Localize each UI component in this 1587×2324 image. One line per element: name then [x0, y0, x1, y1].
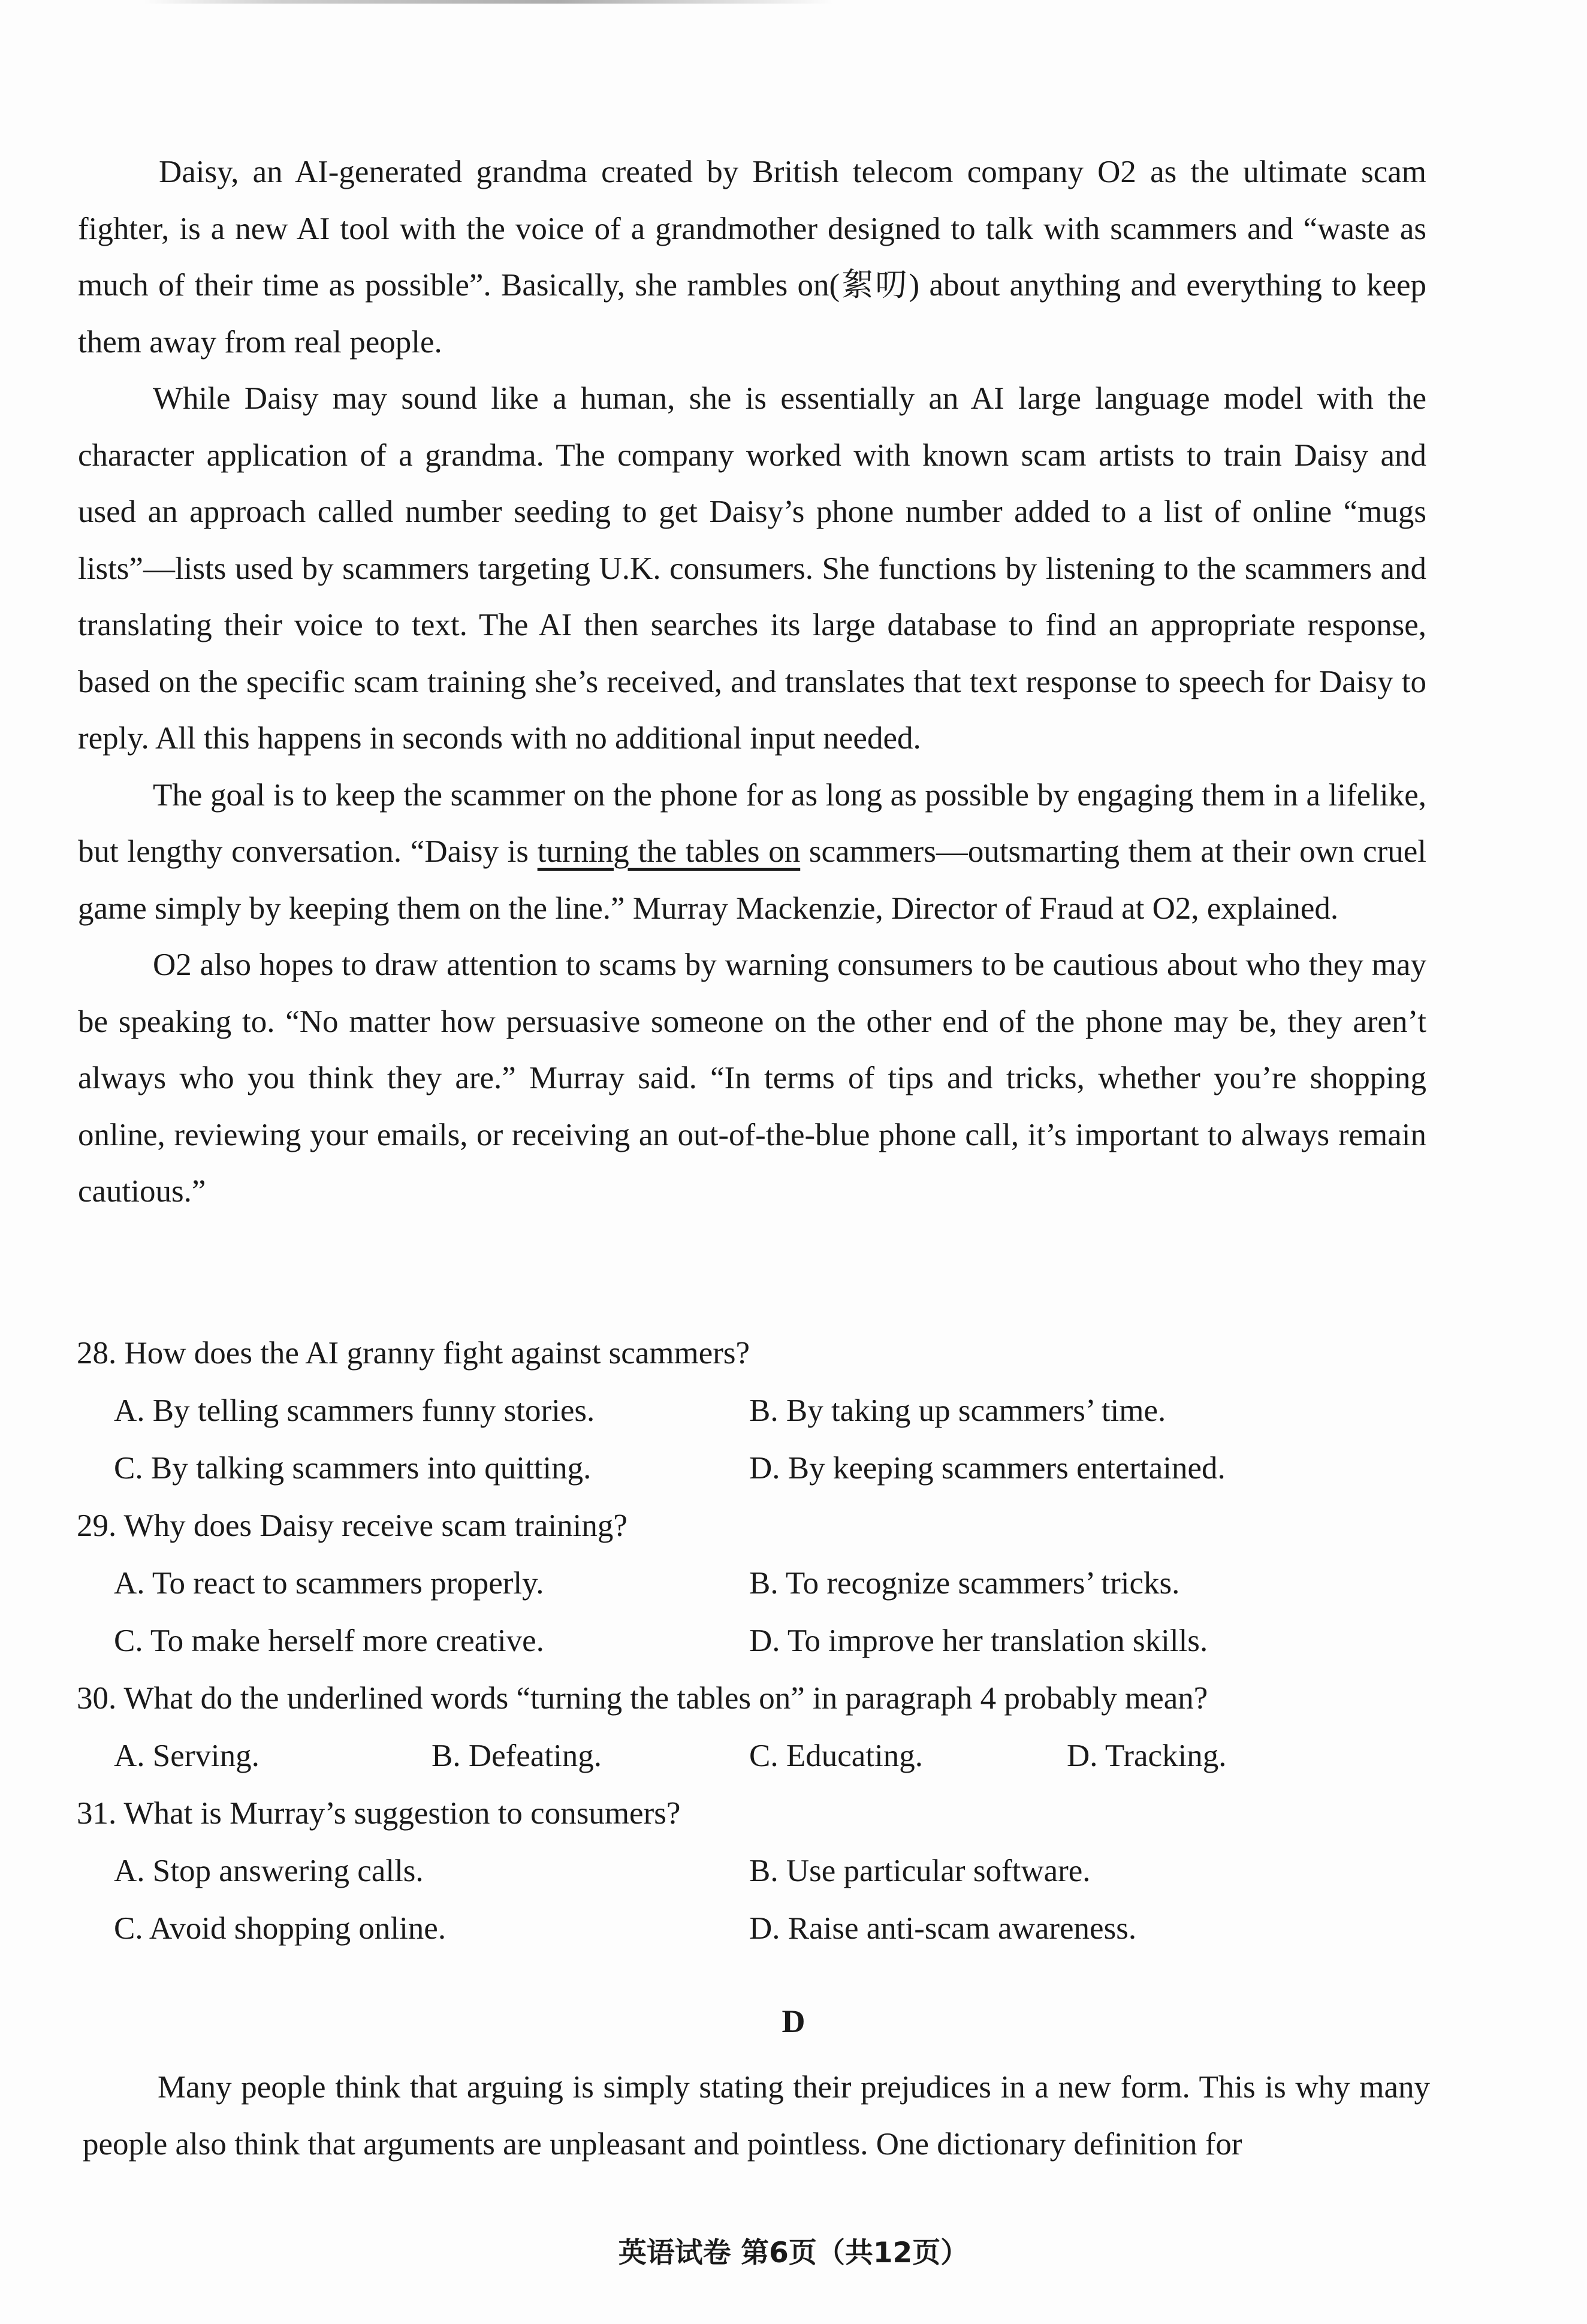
question-list	[77, 1324, 1425, 1957]
option-c[interactable]: C. By talking scammers into quitting.	[114, 1451, 592, 1486]
option-d[interactable]: D. Tracking.	[1067, 1739, 1227, 1773]
option-row	[77, 1382, 1425, 1439]
page-footer: 英语试卷 第6页（共12页）	[618, 2237, 969, 2269]
option-row	[77, 1439, 1425, 1497]
underlined-phrase: turning the tables on	[537, 834, 801, 869]
passage-paragraph-4: O2 also hopes to draw attention to scams by warning consumers to be cautious about who they may be speaking to. “No matter how persuasive someone on the other end of the phone may be, they aren’t always who you think they are.” Murray said. “In terms of tips and tricks, whether you’re shopping online, reviewing your emails, or receiving an out-of-the-blue phone call, it’s important to always remain cautious.”	[78, 947, 1426, 1209]
passage-paragraph-1: Daisy, an AI-generated grandma created by British telecom company O2 as the ultimate scam fighter, is a new AI tool with the voice of a grandmother designed to talk with scammers and “waste as much of their time as possible”. Basically, she rambles on(絮叨) about anything and everything to keep them away from real people.	[78, 155, 1426, 360]
option-c[interactable]: C. Educating.	[749, 1739, 923, 1773]
question-stem: 29. Why does Daisy receive scam training?	[77, 1508, 627, 1543]
passage-d-paragraph-1: Many people think that arguing is simply stating their prejudices in a new form. This is why many people also think that arguments are unpleasant and pointless. One dictionary definition for	[83, 2070, 1430, 2162]
option-a[interactable]: A. Serving.	[114, 1739, 260, 1773]
question-stem: 30. What do the underlined words “turning the tables on” in paragraph 4 probably mean?	[77, 1681, 1208, 1716]
option-a[interactable]: A. To react to scammers properly.	[114, 1566, 544, 1601]
option-a[interactable]: A. Stop answering calls.	[114, 1854, 424, 1888]
option-row	[77, 1900, 1425, 1957]
option-a[interactable]: A. By telling scammers funny stories.	[114, 1393, 595, 1428]
section-heading-d: D	[782, 2003, 805, 2039]
option-c[interactable]: C. To make herself more creative.	[114, 1623, 544, 1658]
option-row	[77, 1842, 1425, 1900]
option-d[interactable]: D. Raise anti-scam awareness.	[749, 1911, 1137, 1946]
paragraph-3-text-before: The goal is to keep the scammer on the phone for as long as possible by engaging them in a lifelike, but lengthy conversation. “Daisy is	[78, 777, 1426, 869]
option-b[interactable]: B. Defeating.	[432, 1739, 602, 1773]
passage-paragraph-2: While Daisy may sound like a human, she is essentially an AI large language model with the character application of a grandma. The company worked with known scam artists to train Daisy and used an approach called number seeding to get Daisy’s phone number added to a list of online “mugs lists”—lists used by scammers targeting U.K. consumers. She functions by listening to the scammers and translating their voice to text. The AI then searches its large database to find an appropriate response, based on the specific scam training she’s received, and translates that text response to speech for Daisy to reply. All this happens in seconds with no additional input needed.	[78, 381, 1426, 756]
option-d[interactable]: D. To improve her translation skills.	[749, 1623, 1208, 1658]
option-c[interactable]: C. Avoid shopping online.	[114, 1911, 446, 1946]
question-stem: 28. How does the AI granny fight against scammers?	[77, 1336, 750, 1371]
option-d[interactable]: D. By keeping scammers entertained.	[749, 1451, 1226, 1486]
reading-passage-d	[83, 2059, 1430, 2172]
option-b[interactable]: B. To recognize scammers’ tricks.	[749, 1566, 1180, 1601]
reading-passage-c	[78, 144, 1426, 1220]
passage-paragraph-3	[78, 767, 1426, 937]
option-b[interactable]: B. Use particular software.	[749, 1854, 1091, 1888]
paragraph-3-text-after: scammers—outsmarting them at their own cruel game simply by keeping them on the line.” Murray Mackenzie, Director of Fraud at O2, explained.	[78, 834, 1426, 926]
option-row	[77, 1555, 1425, 1612]
question-stem: 31. What is Murray’s suggestion to consumers?	[77, 1796, 681, 1831]
option-b[interactable]: B. By taking up scammers’ time.	[749, 1393, 1166, 1428]
option-row	[77, 1727, 1425, 1785]
option-row	[77, 1612, 1425, 1670]
scan-edge-line	[144, 0, 833, 4]
